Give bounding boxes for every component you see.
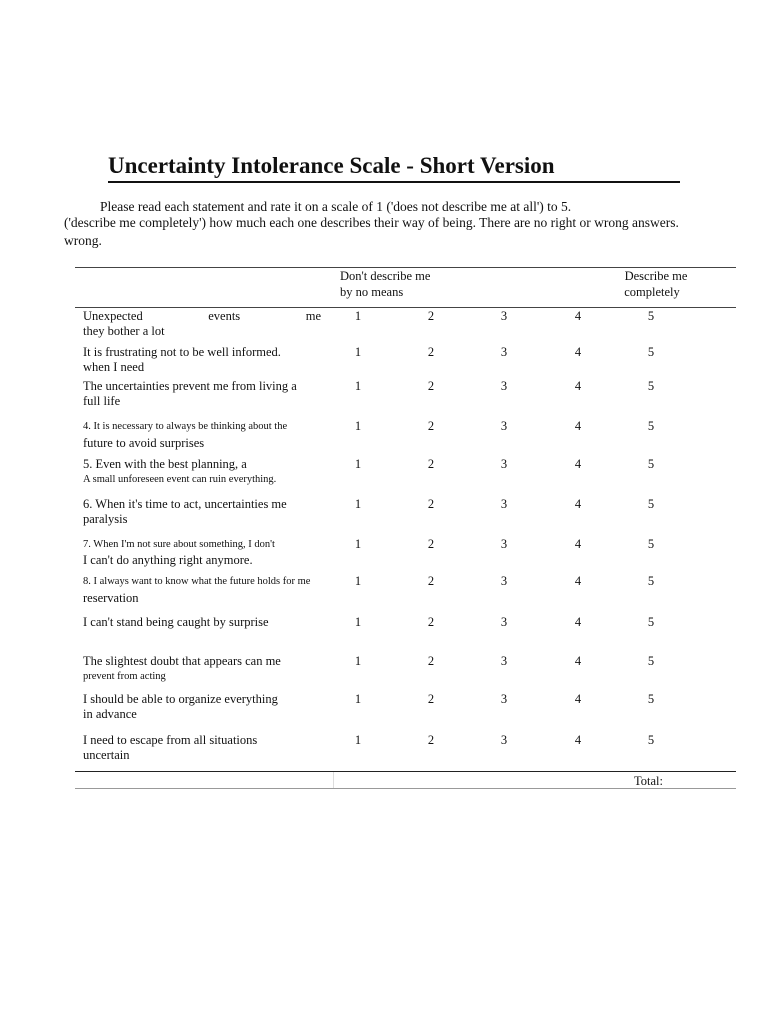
rating-option-4[interactable]: 4 (574, 497, 582, 511)
item-line-1: 5. Even with the best planning, a (83, 457, 247, 471)
rating-option-2[interactable]: 2 (427, 379, 435, 393)
header-right-label (610, 268, 694, 300)
rating-option-1[interactable]: 1 (354, 615, 362, 629)
rating-option-3[interactable]: 3 (500, 497, 508, 511)
instructions-line-1: Please read each statement and rate it on a scale of 1 ('does not describe me at all') to 5. (100, 199, 572, 214)
rating-option-4[interactable]: 4 (574, 654, 582, 668)
rating-option-2[interactable]: 2 (427, 537, 435, 551)
rating-option-5[interactable]: 5 (647, 692, 655, 706)
rating-option-1[interactable]: 1 (354, 497, 362, 511)
item-text (83, 654, 333, 684)
item-line-1: I need to escape from all situations (83, 733, 258, 747)
rating-option-2[interactable]: 2 (427, 733, 435, 747)
total-label: Total: (634, 774, 663, 788)
item-line-1: 6. When it's time to act, uncertainties me (83, 497, 287, 511)
item-text (83, 309, 333, 339)
header-left-label (340, 268, 430, 300)
header-left-line-1: Don't describe me (340, 269, 431, 283)
rating-option-3[interactable]: 3 (500, 537, 508, 551)
rating-option-3[interactable]: 3 (500, 345, 508, 359)
item-line-1: 8. I always want to know what the future holds for me (83, 576, 311, 587)
rating-option-4[interactable]: 4 (574, 345, 582, 359)
rating-option-3[interactable]: 3 (500, 574, 508, 588)
rating-option-1[interactable]: 1 (354, 654, 362, 668)
rating-option-5[interactable]: 5 (647, 309, 655, 323)
rating-option-4[interactable]: 4 (574, 419, 582, 433)
item-line-2: in advance (83, 707, 137, 721)
rating-option-1[interactable]: 1 (354, 309, 362, 323)
item-line-1: It is frustrating not to be well informed. (83, 345, 281, 359)
item-line-2: paralysis (83, 512, 128, 526)
item-text (83, 733, 333, 763)
rating-option-1[interactable]: 1 (354, 733, 362, 747)
item-line-1: 4. It is necessary to always be thinking about the (83, 421, 288, 432)
header-bottom-rule (75, 307, 736, 308)
item-text (83, 345, 333, 375)
rating-option-1[interactable]: 1 (354, 419, 362, 433)
rating-option-1[interactable]: 1 (354, 379, 362, 393)
item-line-2: when I need (83, 360, 145, 374)
rating-option-5[interactable]: 5 (647, 574, 655, 588)
rating-option-5[interactable]: 5 (647, 419, 655, 433)
item-line-1: 7. When I'm not sure about something, I don't (83, 539, 275, 550)
rating-option-3[interactable]: 3 (500, 654, 508, 668)
rating-option-5[interactable]: 5 (647, 497, 655, 511)
rating-option-4[interactable]: 4 (574, 457, 582, 471)
rating-option-5[interactable]: 5 (647, 457, 655, 471)
rating-option-1[interactable]: 1 (354, 345, 362, 359)
rating-option-2[interactable]: 2 (427, 654, 435, 668)
table-footer-rule (75, 788, 736, 789)
rating-option-1[interactable]: 1 (354, 457, 362, 471)
instructions-line-2: ('describe me completely') how much each one describes their way of being. There are no right or wrong answers. (64, 215, 679, 230)
rating-option-3[interactable]: 3 (500, 419, 508, 433)
item-line-2: reservation (83, 591, 139, 605)
item-line-1: Unexpected events me (83, 309, 321, 323)
rating-option-3[interactable]: 3 (500, 457, 508, 471)
rating-option-2[interactable]: 2 (427, 309, 435, 323)
item-text (83, 419, 333, 451)
instructions-line-3: wrong. (64, 233, 102, 248)
item-line-2: A small unforeseen event can ruin everything. (83, 474, 277, 485)
rating-option-1[interactable]: 1 (354, 692, 362, 706)
rating-option-5[interactable]: 5 (647, 654, 655, 668)
item-text (83, 497, 333, 527)
item-line-2: prevent from acting (83, 671, 166, 682)
item-line-1: The uncertainties prevent me from living a (83, 379, 297, 393)
rating-option-3[interactable]: 3 (500, 692, 508, 706)
item-line-1: I can't stand being caught by surprise (83, 615, 269, 629)
rating-option-3[interactable]: 3 (500, 379, 508, 393)
page-title: Uncertainty Intolerance Scale - Short Version (108, 151, 680, 183)
item-text (83, 537, 333, 568)
rating-option-2[interactable]: 2 (427, 692, 435, 706)
rating-option-4[interactable]: 4 (574, 574, 582, 588)
rating-option-1[interactable]: 1 (354, 574, 362, 588)
rating-option-5[interactable]: 5 (647, 345, 655, 359)
rating-option-4[interactable]: 4 (574, 692, 582, 706)
rating-option-3[interactable]: 3 (500, 615, 508, 629)
rating-option-5[interactable]: 5 (647, 615, 655, 629)
rating-option-2[interactable]: 2 (427, 574, 435, 588)
rating-option-4[interactable]: 4 (574, 379, 582, 393)
rating-option-2[interactable]: 2 (427, 615, 435, 629)
item-line-2: uncertain (83, 748, 130, 762)
header-right-line-1: Describe me (624, 269, 688, 283)
item-line-2: future to avoid surprises (83, 436, 205, 450)
header-right-line-2: completely (624, 285, 680, 299)
item-text (83, 615, 333, 630)
item-text (83, 692, 333, 722)
item-line-2: I can't do anything right anymore. (83, 553, 253, 567)
item-line-2: they bother a lot (83, 324, 165, 338)
item-text (83, 379, 333, 409)
rating-option-1[interactable]: 1 (354, 537, 362, 551)
item-text (83, 574, 333, 606)
rating-option-5[interactable]: 5 (647, 379, 655, 393)
rating-option-5[interactable]: 5 (647, 537, 655, 551)
rating-option-3[interactable]: 3 (500, 309, 508, 323)
rating-option-4[interactable]: 4 (574, 309, 582, 323)
rating-option-4[interactable]: 4 (574, 537, 582, 551)
rating-option-2[interactable]: 2 (427, 457, 435, 471)
table-footer-divider (333, 772, 334, 788)
rating-option-3[interactable]: 3 (500, 733, 508, 747)
item-text (83, 457, 333, 487)
item-line-1: I should be able to organize everything (83, 692, 278, 706)
rating-option-4[interactable]: 4 (574, 615, 582, 629)
rating-option-2[interactable]: 2 (427, 345, 435, 359)
rating-option-2[interactable]: 2 (427, 497, 435, 511)
header-left-line-2: by no means (340, 285, 404, 299)
item-line-2: full life (83, 394, 121, 408)
item-line-1: The slightest doubt that appears can me (83, 654, 281, 668)
rating-option-5[interactable]: 5 (647, 733, 655, 747)
rating-option-4[interactable]: 4 (574, 733, 582, 747)
table-bottom-rule (75, 771, 736, 772)
rating-option-2[interactable]: 2 (427, 419, 435, 433)
